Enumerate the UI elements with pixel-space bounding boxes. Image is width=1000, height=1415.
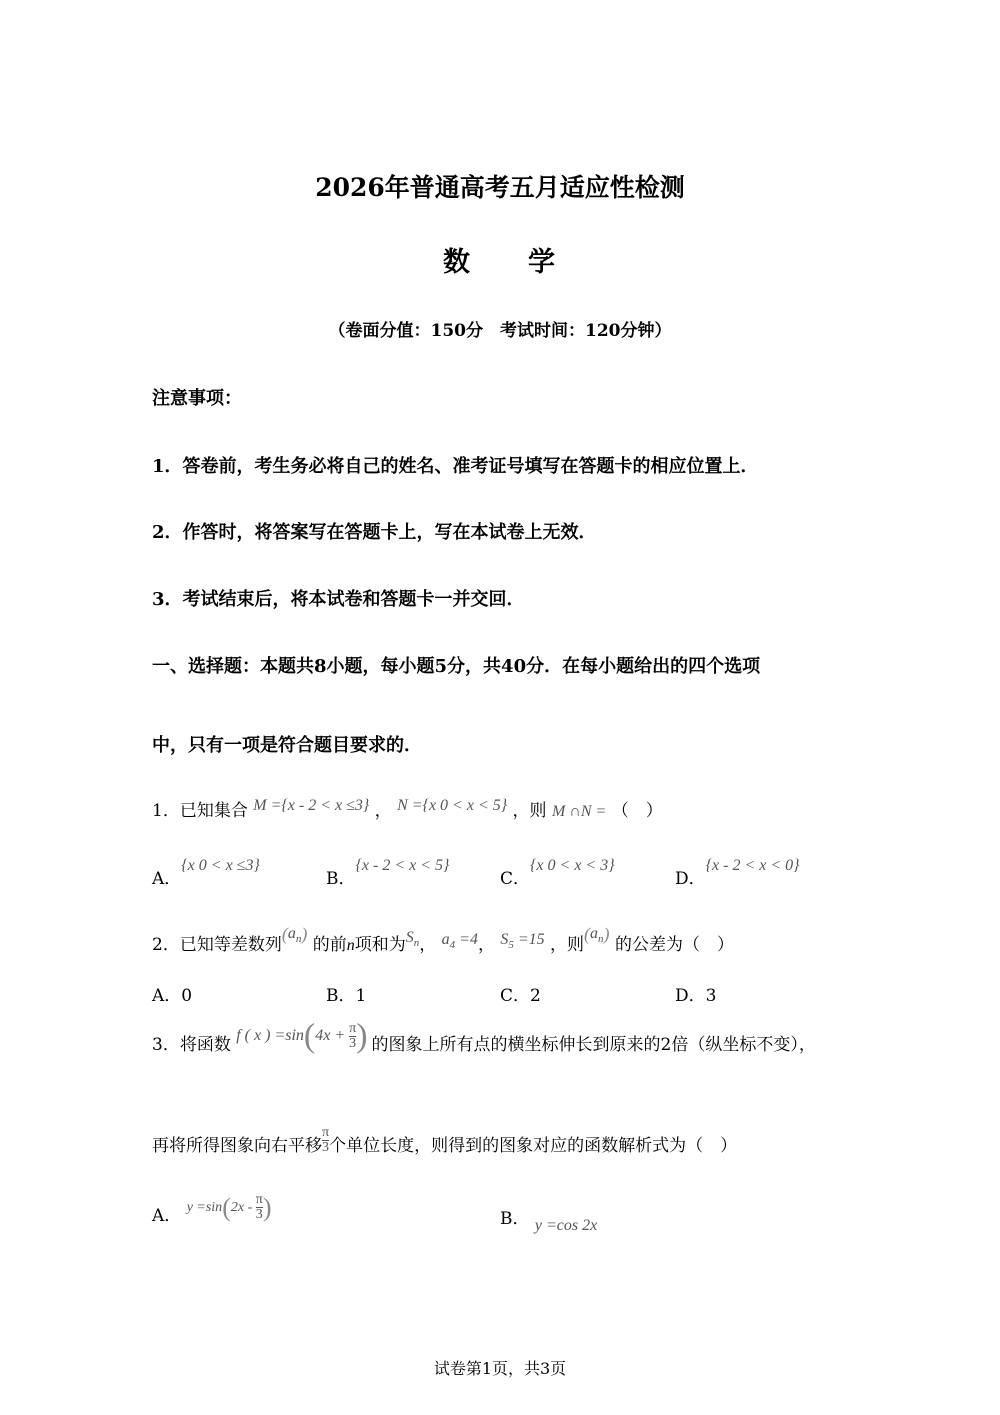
q1-option-a-math: {x 0 < x ≤3} [181,857,260,874]
notice-heading: 注意事项： [152,388,242,409]
q2-option-b: B．1 [326,986,367,1006]
q1-then: ，则 [512,801,547,821]
q1-option-c-label: C． [500,869,531,889]
q1-set-n: N ={x 0 < x < 5} [397,797,508,814]
q1-set-m: M ={x - 2 < x ≤3} [253,797,370,814]
q3-option-a-label: A． [152,1206,182,1226]
exam-title: 2026年普通高考五月适应性检测 [315,173,685,202]
q3-prefix: 3．将函数 [152,1035,231,1055]
q1-option-b-math: {x - 2 < x < 5} [355,857,450,874]
q2-text-1: 的前 [312,935,347,955]
q3-function: f ( x ) =sin(4x + $\frac{\pi}{3}$ ) [236,1017,368,1055]
question-3 [152,1017,816,1070]
q2-text-2: 项和为 [354,935,406,955]
subject-char-2: 学 [528,247,557,278]
q3-rest-1: 的图象上所有点的横坐标伸长到原来的2倍（纵坐标不变）， [371,1035,816,1055]
q3-line-2 [152,1124,737,1168]
q2-option-c: C．2 [500,986,541,1006]
page-footer: 试卷第1页，共3页 [433,1359,567,1378]
q2-option-a: A．0 [152,986,193,1006]
q2-then: ，则 [550,935,585,955]
q1-prefix: 1．已知集合 [152,801,248,821]
q2-tail: 的公差为（ ） [614,935,734,955]
q1-expr: M ∩N = [551,803,607,820]
q3-option-b [500,1204,598,1234]
q2-seq-2: $(a_n)$ [584,923,610,946]
subject-char-1: 数 [443,247,472,278]
q1-option-b [326,857,450,889]
q2-option-d: D．3 [675,986,717,1006]
q3-shift-fraction: $\frac{\pi}{3}$ [322,1125,330,1155]
notice-item-1: 1．答卷前，考生务必将自己的姓名、准考证号填写在答题卡的相应位置上． [152,456,759,477]
q3-option-a-math: y =sin(2x - π 3 ) [186,1192,272,1223]
q1-paren: （ ） [611,801,663,821]
notice-item-2: 2．作答时，将答案写在答题卡上，写在本试卷上无效． [152,522,597,543]
q2-seq: $(a_n)$ [281,923,308,946]
q1-option-b-label: B． [326,869,356,889]
q3-option-b-label: B． [500,1209,530,1229]
q1-option-c [500,857,615,889]
q1-option-a [152,857,260,889]
q3-line2-b: 个单位长度，则得到的图象对应的函数解析式为（ ） [329,1136,738,1156]
score-info: （卷面分值：150分 考试时间：120分钟） [328,321,672,341]
q1-option-d-label: D． [675,869,706,889]
q3-line2-a: 再将所得图象向右平移 [152,1136,322,1156]
notice-item-3: 3．考试结束后，将本试卷和答题卡一并交回． [152,589,525,610]
q2-n: n [346,937,355,954]
section1-line2: 中，只有一项是符合题目要求的． [152,735,422,756]
subject-title [0,240,1000,279]
q1-comma: ， [374,801,392,821]
q2-prefix: 2．已知等差数列 [152,935,282,955]
question-1 [152,796,663,821]
q2-sn: $S_n$ [405,929,420,950]
q1-option-d-math: {x - 2 < x < 0} [705,857,800,874]
q1-option-c-math: {x 0 < x < 3} [530,857,615,874]
q2-a4: $a_4 =4$ [441,931,478,952]
question-2: 2．已知等差数列$(a_n)$ 的前n项和为$S_n$， $a_4 =4$， $S_5 =15$ ，则$(a_n)$ 的公差为（ ） [152,923,734,955]
q2-s5: $S_5 =15$ [500,931,545,952]
q3-option-b-math: y =cos 2x [534,1217,598,1234]
q1-option-d [675,857,800,889]
section1-line1: 一、选择题：本题共8小题，每小题5分，共40分．在每小题给出的四个选项 [152,656,761,677]
q1-option-a-label: A． [152,869,182,889]
q3-option-a [152,1192,272,1236]
